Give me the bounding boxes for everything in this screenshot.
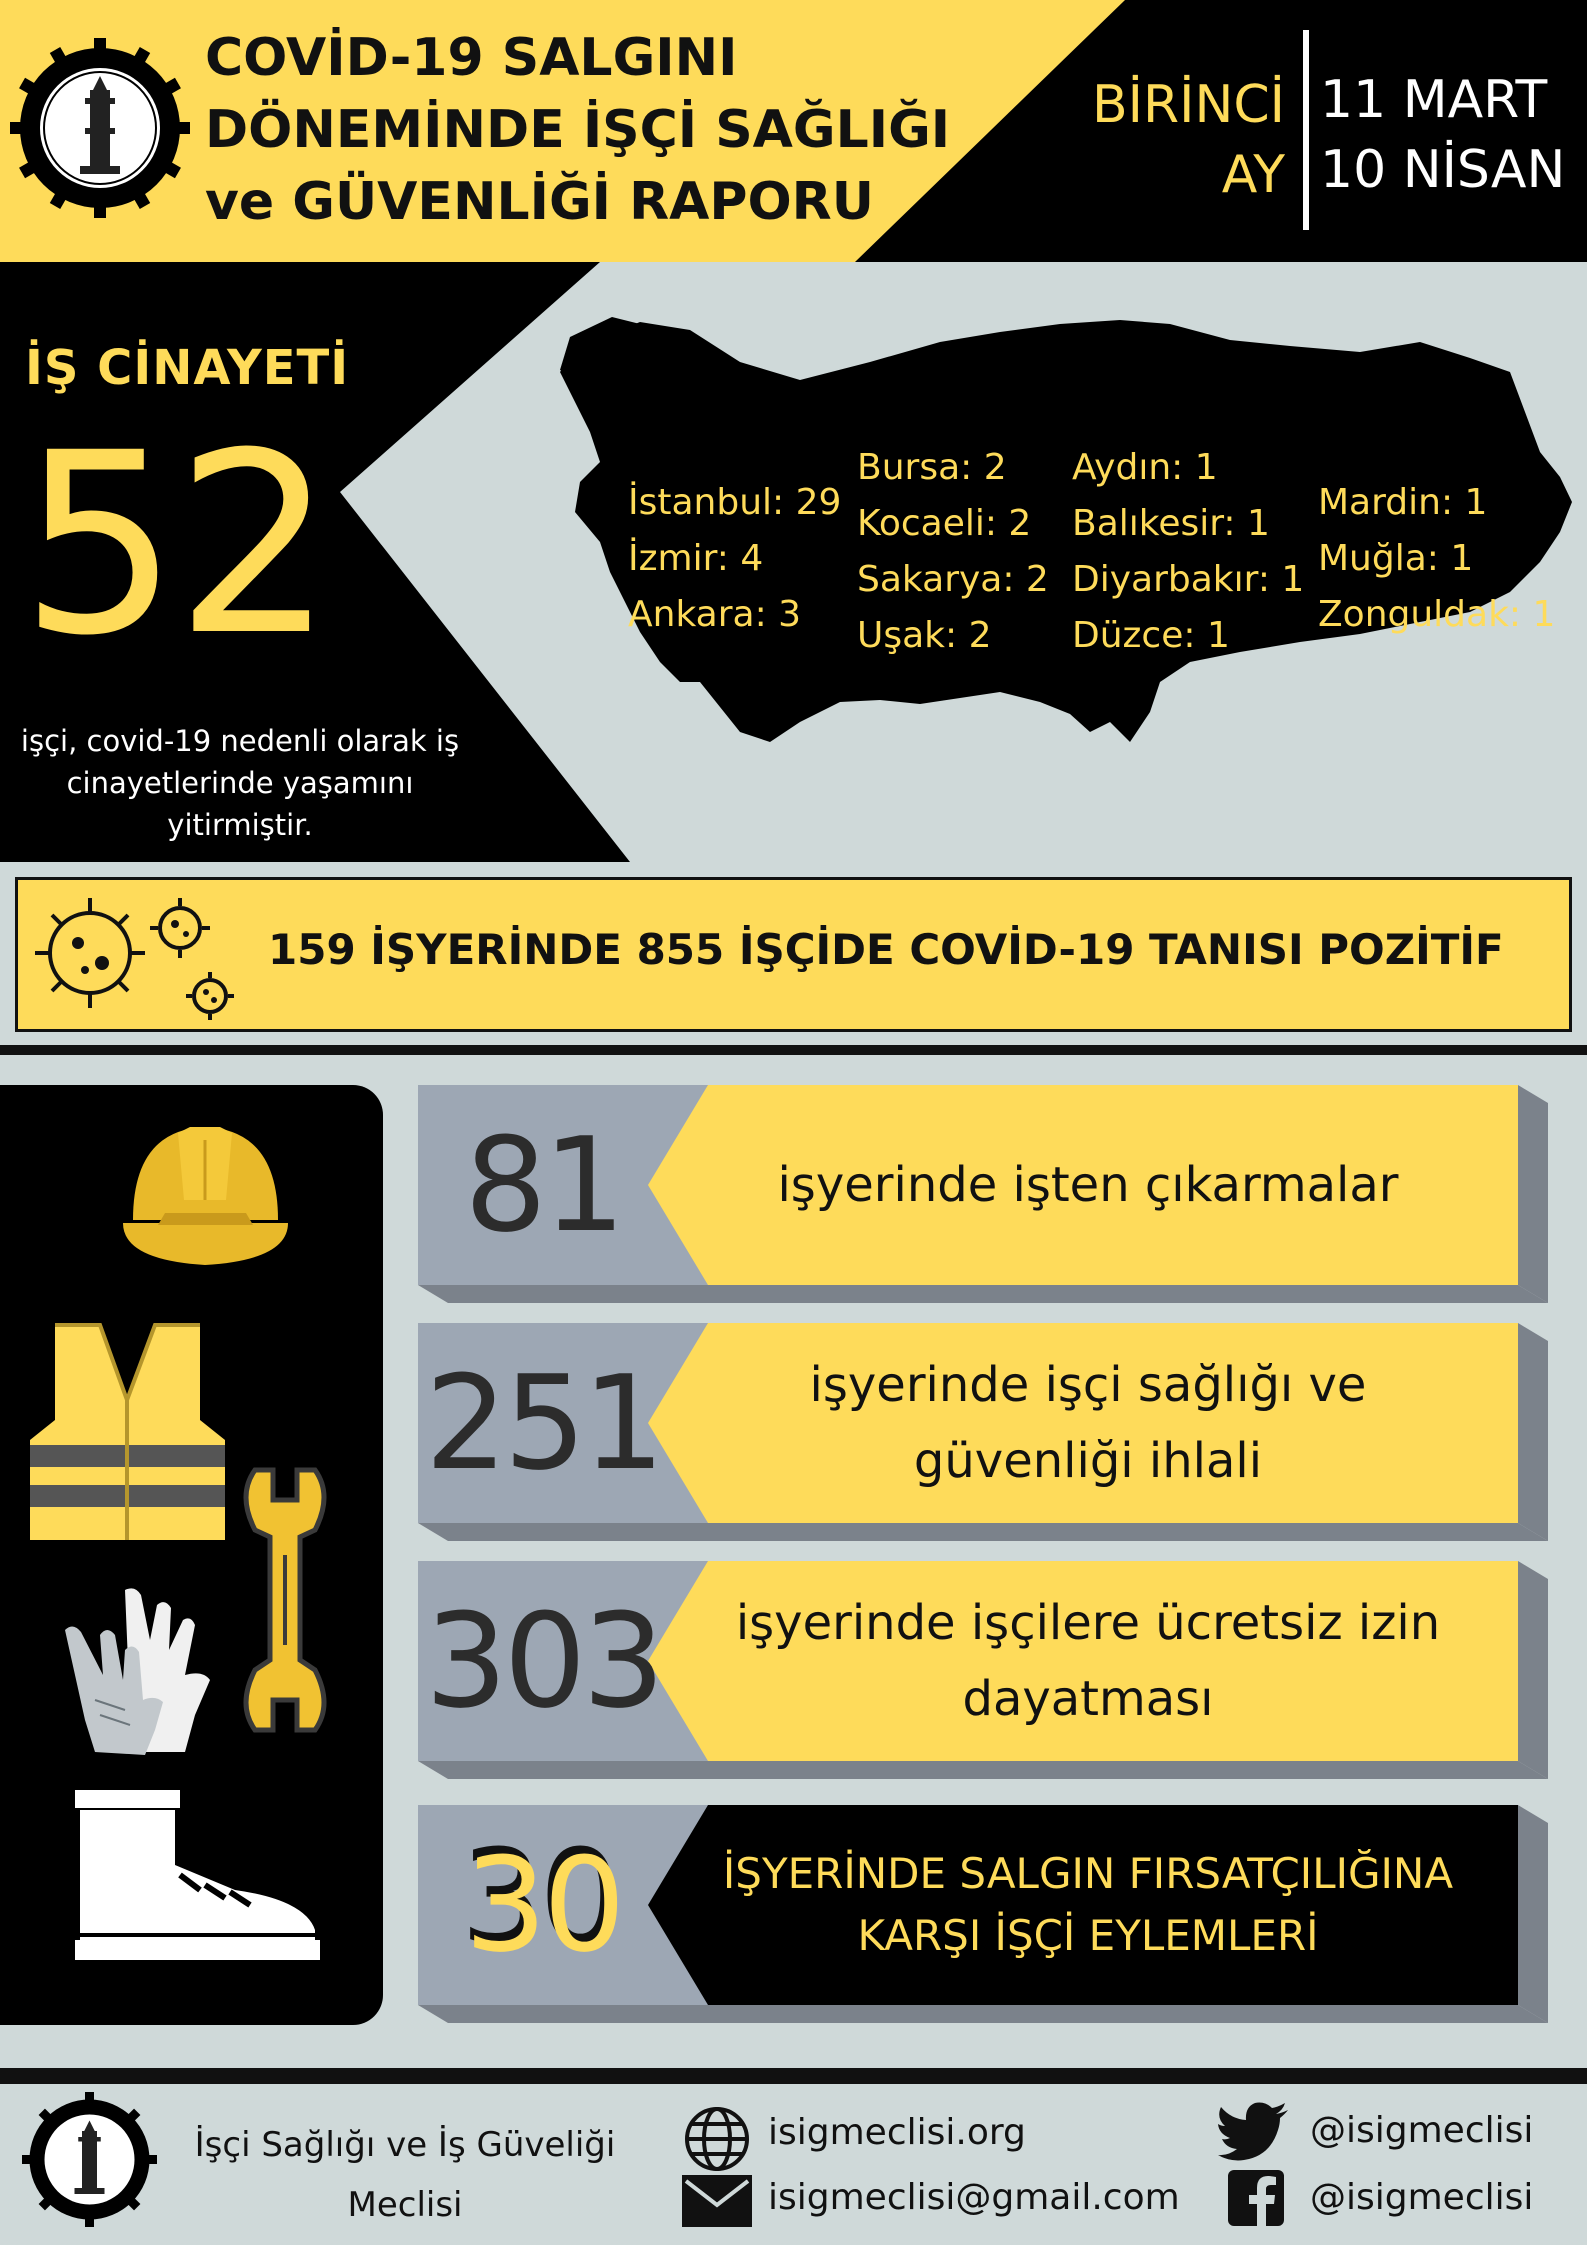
city-column-1 — [628, 475, 841, 643]
city-zonguldak: Zonguldak: 1 — [1318, 594, 1556, 635]
hero-number: 52 — [20, 399, 331, 690]
twitter-icon[interactable] — [1218, 2102, 1290, 2162]
section-divider — [0, 1045, 1587, 1055]
hard-hat-icon — [118, 1105, 293, 1280]
stat-number-3: 303 — [424, 1585, 662, 1737]
footer-divider — [0, 2068, 1587, 2084]
footer-logo-icon — [22, 2092, 157, 2227]
period-label-line-1: BİRİNCİ — [1091, 75, 1285, 135]
stat-text-2: işyerinde işçi sağlığı ve güvenliği ihlali — [809, 1357, 1367, 1489]
header-title — [205, 22, 1005, 238]
safety-vest-icon — [30, 1320, 225, 1545]
facebook-icon[interactable] — [1228, 2170, 1284, 2226]
stat-number-1: 81 — [464, 1109, 622, 1261]
stat-text-1: işyerinde işten çıkarmalar — [777, 1157, 1399, 1213]
header-title-line-3: ve GÜVENLİĞİ RAPORU — [205, 172, 874, 232]
stat-block-1 — [418, 1085, 1548, 1303]
footer-website-link[interactable]: isigmeclisi.org — [768, 2112, 1026, 2153]
footer-facebook-handle[interactable]: @isigmeclisi — [1310, 2177, 1534, 2218]
period-dates — [1320, 65, 1565, 205]
city-usak: Uşak: 2 — [857, 615, 992, 656]
city-aydin: Aydın: 1 — [1072, 447, 1218, 488]
city-sakarya: Sakarya: 2 — [857, 559, 1049, 600]
hero-title: İŞ CİNAYETİ — [25, 340, 350, 396]
city-column-3 — [1072, 440, 1304, 664]
city-diyarbakir: Diyarbakır: 1 — [1072, 559, 1305, 600]
virus-icon — [30, 888, 240, 1028]
footer-twitter-handle[interactable]: @isigmeclisi — [1310, 2110, 1534, 2151]
hero-description: işçi, covid-19 nedenli olarak iş cinayetlerinde yaşamını yitirmiştir. — [20, 724, 460, 842]
city-balikesir: Balıkesir: 1 — [1072, 503, 1270, 544]
header-title-line-1: COVİD-19 SALGINI — [205, 28, 738, 88]
footer-org-name: İşçi Sağlığı ve İş Güveliği Meclisi — [194, 2125, 616, 2225]
city-ankara: Ankara: 3 — [628, 594, 802, 635]
period-start-date: 11 MART — [1320, 70, 1548, 130]
wrench-icon — [235, 1465, 335, 1735]
boot-icon — [75, 1790, 320, 1960]
banner-text: 159 İŞYERİNDE 855 İŞÇİDE COVİD-19 TANISI POZİTİF — [268, 925, 1504, 974]
city-istanbul: İstanbul: 29 — [628, 482, 842, 523]
email-icon — [682, 2175, 752, 2227]
period-divider — [1303, 30, 1309, 230]
city-mugla: Muğla: 1 — [1318, 538, 1474, 579]
period-label-line-2: AY — [1221, 145, 1285, 205]
footer-email-link[interactable]: isigmeclisi@gmail.com — [768, 2177, 1180, 2218]
stat-text-4: İŞYERİNDE SALGIN FIRSATÇILIĞINA KARŞI İŞÇİ EYLEMLERİ — [722, 1849, 1454, 1960]
city-kocaeli: Kocaeli: 2 — [857, 503, 1032, 544]
gloves-icon — [45, 1580, 215, 1755]
city-bursa: Bursa: 2 — [857, 447, 1007, 488]
period-end-date: 10 NİSAN — [1320, 140, 1566, 200]
city-mardin: Mardin: 1 — [1318, 482, 1488, 523]
city-column-4 — [1318, 475, 1555, 643]
city-column-2 — [857, 440, 1049, 664]
city-izmir: İzmir: 4 — [628, 538, 764, 579]
stat-block-2 — [418, 1323, 1548, 1541]
stat-block-4 — [418, 1805, 1548, 2023]
period-label — [1060, 70, 1285, 210]
header-title-line-2: DÖNEMİNDE İŞÇİ SAĞLIĞI — [205, 100, 951, 160]
stat-number-4: 30 — [464, 1829, 622, 1981]
city-duzce: Düzce: 1 — [1072, 615, 1230, 656]
logo-clock-tower-icon — [10, 38, 190, 218]
stat-text-3: işyerinde işçilere ücretsiz izin dayatması — [735, 1595, 1441, 1727]
stat-block-3 — [418, 1561, 1548, 1779]
stat-number-2: 251 — [424, 1347, 662, 1499]
globe-icon — [682, 2104, 752, 2174]
